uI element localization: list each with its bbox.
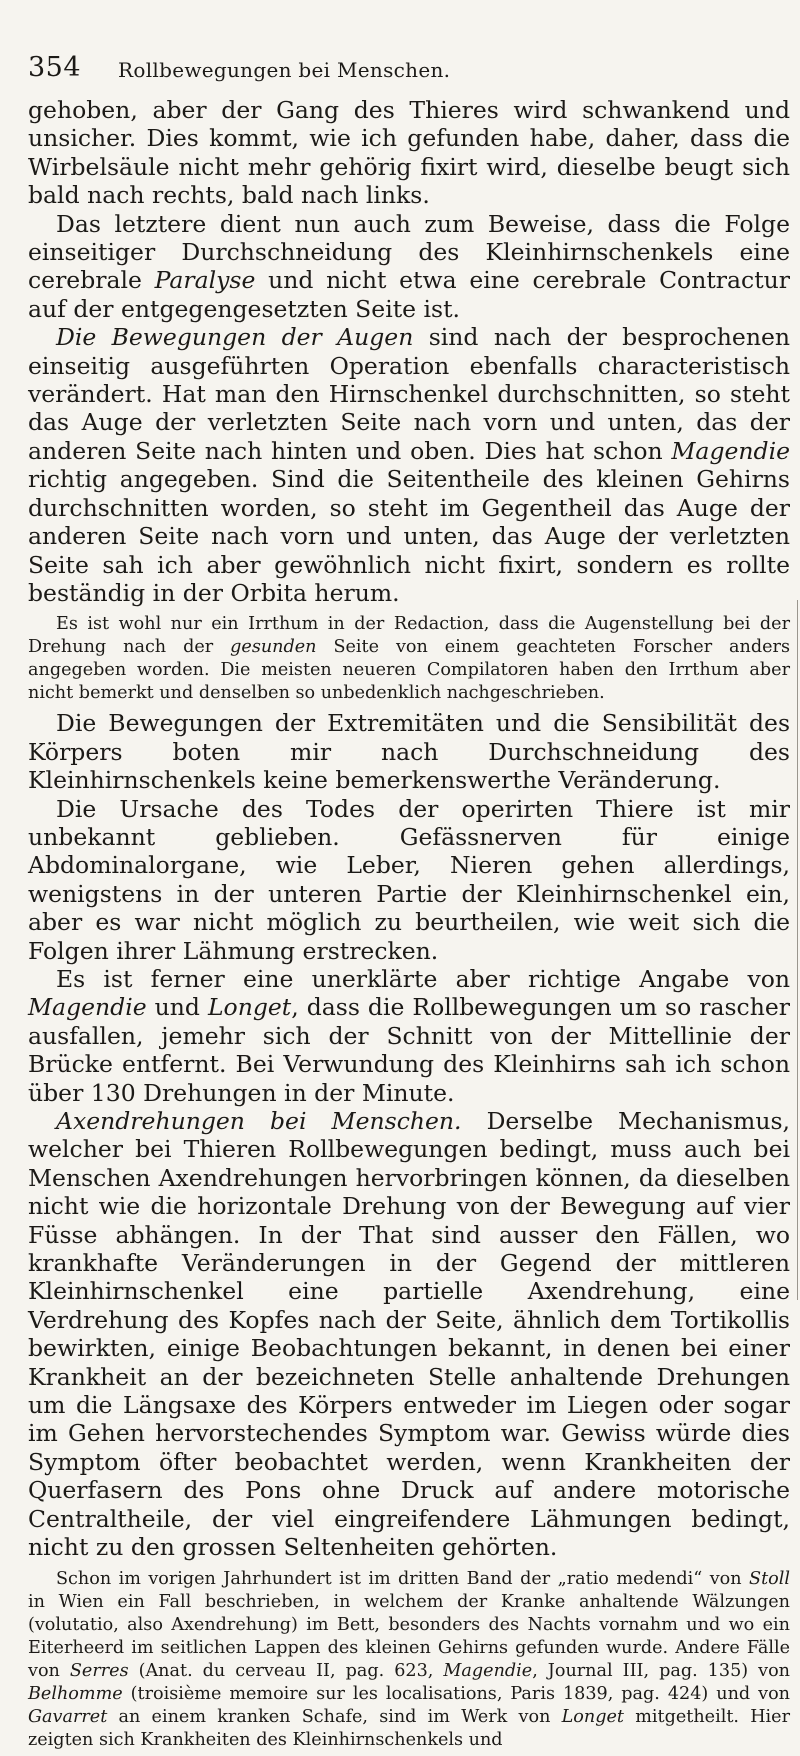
text-run: richtig angegeben. Sind die Seitentheile des kleinen Gehirns durchschnitten worden, so steht im Gegentheil das Auge der anderen Seite nach vorn und unten, das Auge der verletzten Seite sah ich aber gewöhnlich nicht fixirt, sondern es rollte beständig in der Orbita herum. xyxy=(28,465,790,607)
italic-text: Stoll xyxy=(749,1568,790,1589)
text-run: Schon im vorigen Jahrhundert ist im dritten Band der „ratio medendi“ von xyxy=(56,1568,750,1589)
text-run: , Journal III, pag. 135) von xyxy=(532,1660,790,1681)
italic-text: Paralyse xyxy=(154,266,256,295)
paragraph xyxy=(28,210,790,324)
paragraph: Die Bewegungen der Extremitäten und die Sensibilität des Körpers boten mir nach Durchschneidung des Kleinhirnschenkels keine bemerkenswerthe Veränderung. xyxy=(28,709,790,795)
text-run: Das letztere dient nun auch zum Beweise, dass die Folge einseitiger Durchschneidung des Kleinhirnschenkels eine cerebrale xyxy=(28,209,790,295)
paragraph xyxy=(28,965,790,1107)
text-run: Seite von einem geachteten Forscher anders angegeben worden. Die meisten neueren Compilatoren haben den Irrthum aber nicht bemerkt und denselben so unbedenklich nachgeschrieben. xyxy=(28,637,790,704)
text-run: sind nach der besprochenen einseitig ausgeführten Operation ebenfalls characteristisch verändert. Hat man den Hirnschenkel durchschnitten, so steht das Auge der verletzten Seite nach vorn und unten, das der anderen Seite nach hinten und oben. Dies hat schon xyxy=(28,323,791,465)
running-title: Rollbewegungen bei Menschen. xyxy=(118,58,451,82)
paragraph xyxy=(28,1107,790,1562)
paragraph: gehoben, aber der Gang des Thieres wird schwankend und unsicher. Dies kommt, wie ich gefunden habe, daher, dass die Wirbelsäule nicht mehr gehörig fixirt wird, dieselbe beugt sich bald nach rechts, bald nach links. xyxy=(28,96,790,210)
text-run: , dass die Rollbewegungen um so rascher ausfallen, jemehr sich der Schnitt von der Mittellinie der Brücke entfernt. Bei Verwundung des Kleinhirns sah ich schon über 130 Drehungen in der Minute. xyxy=(28,993,790,1107)
italic-text: Axendrehungen bei Menschen. xyxy=(56,1107,462,1135)
text-run: Derselbe Mechanismus, welcher bei Thieren Rollbewegungen bedingt, muss auch bei Menschen Axendrehungen hervorbringen können, da dieselben nicht wie die horizontale Drehung von der Bewegung auf vier Füsse abhängen. In der That sind ausser den Fällen, wo krankhafte Veränderungen in der Gegend der mittleren Kleinhirnschenkel eine partielle Axendrehung, eine Verdrehung des Kopfes nach der Seite, ähnlich dem Tortikollis bewirkten, einige Beobachtungen bekannt, in denen bei einer Krankheit an der bezeichneten Stelle anhaltende Drehungen um die Längsaxe des Körpers entweder im Liegen oder sogar im Gehen hervorstechendes Symptom war. Gewiss würde dies Symptom öfter beobachtet werden, wenn Krankheiten der Querfasern des Pons ohne Druck auf andere motorische Centraltheile, der viel eingreifendere Lähmungen bedingt, nicht zu den grossen Seltenheiten gehörten. xyxy=(28,1107,790,1562)
footnote-paragraph xyxy=(28,1568,790,1752)
text-run: und xyxy=(146,993,208,1022)
italic-text: Die Bewegungen der Augen xyxy=(56,323,414,352)
paragraph: Die Ursache des Todes der operirten Thiere ist mir unbekannt geblieben. Gefässnerven für einige Abdominalorgane, wie Leber, Nieren gehen allerdings, wenigstens in der unteren Partie der Kleinhirnschenkel ein, aber es war nicht möglich zu beurtheilen, wie weit sich die Folgen ihrer Lähmung erstrecken. xyxy=(28,794,790,965)
text-run: (Anat. du cerveau II, pag. 623, xyxy=(128,1660,444,1681)
text-run: an einem kranken Schafe, sind im Werk von xyxy=(107,1706,562,1727)
text-run: Es ist wohl nur ein Irrthum in der Redaction, dass die Augenstellung bei der Drehung nach der xyxy=(28,614,790,658)
italic-text: gesunden xyxy=(230,637,317,658)
text-run: mitgetheilt. Hier zeigten sich Krankheiten des Kleinhirnschenkels und xyxy=(28,1706,790,1750)
page-edge-line xyxy=(797,600,798,1300)
text-run: Es ist ferner eine unerklärte aber richtige Angabe von xyxy=(56,964,790,993)
italic-text: Serres xyxy=(69,1660,129,1681)
italic-text: Magendie xyxy=(28,993,147,1022)
italic-text: Magendie xyxy=(443,1660,533,1681)
text-run: und nicht etwa eine cerebrale Contractur auf der entgegengesetzten Seite ist. xyxy=(28,266,791,323)
italic-text: Longet xyxy=(561,1706,624,1727)
italic-text: Longet xyxy=(207,993,292,1022)
italic-text: Magendie xyxy=(671,436,790,465)
italic-text: Belhomme xyxy=(28,1683,123,1704)
footnote-paragraph xyxy=(28,613,790,705)
body-text xyxy=(28,96,790,1756)
text-run: (troisième memoire sur les localisations, Paris 1839, pag. 424) und von xyxy=(122,1683,790,1704)
page-header xyxy=(28,52,798,86)
text-run: in Wien ein Fall beschrieben, in welchem der Kranke anhaltende Wälzungen (volutatio, also Axendrehung) im Bett, besonders des Nachts vornahm und wo ein Eiterheerd im seitlichen Lappen des kleinen Gehirns gefunden wurde. Andere Fälle von xyxy=(28,1591,790,1681)
page-number: 354 xyxy=(28,52,82,83)
italic-text: Gavarret xyxy=(28,1706,108,1727)
paragraph xyxy=(28,323,790,607)
